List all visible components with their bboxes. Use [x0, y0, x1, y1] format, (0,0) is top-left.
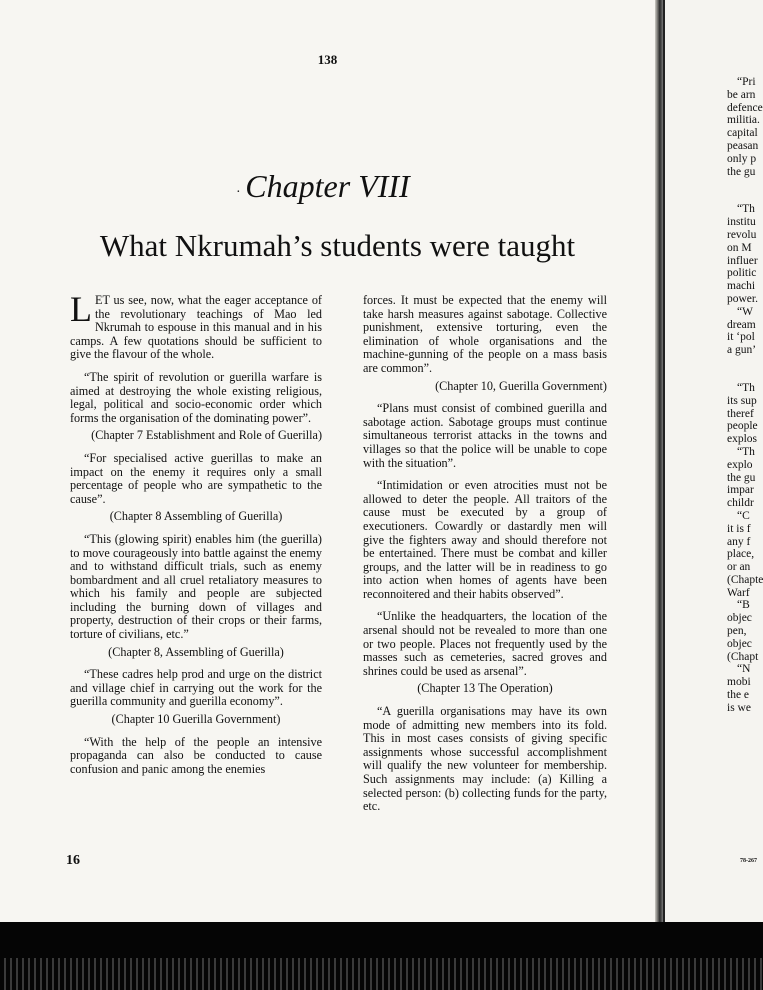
right-page-line: objec: [727, 612, 752, 625]
print-speck: ·: [236, 185, 241, 200]
right-page-line: revolu: [727, 228, 757, 241]
quote-paragraph: “A guerilla organisations may have its own mode of admitting new members into its fold. This in most cases consists of giving specific assignments whose successful accomplishment will qualify the new volunteer for membership. Such assignments may include: (a) Killing a selected person: (b) collecting funds for the party, etc.: [363, 704, 607, 814]
right-page-line: it is f: [727, 522, 751, 535]
right-page-line: the e: [727, 689, 750, 702]
right-page-line: or an: [727, 561, 751, 574]
right-page-line: impar: [727, 484, 754, 497]
right-page-line: power.: [727, 292, 758, 305]
opening-paragraph: LET us see, now, what the eager acceptance of the revolutionary teachings of Mao led Nkrumah to espouse in this manual and in his camps. A few quotations should be sufficient to give the flavour of the whole.: [70, 289, 322, 362]
quote-paragraph: “Unlike the headquarters, the location of the arsenal should not be revealed to more than one or two people. Places not frequently used by the masses such as cemeteries, sacred groves and shrines could be used as arsenal”.: [363, 609, 607, 678]
right-page-line: pen,: [727, 625, 747, 638]
right-page-line: its sup: [727, 394, 757, 407]
right-page-line: “C: [737, 509, 750, 522]
text-column-right: [363, 294, 607, 823]
right-page-line: “N: [737, 663, 751, 676]
quote-citation: (Chapter 10, Guerilla Government): [435, 378, 607, 393]
quote-citation: (Chapter 7 Establishment and Role of Guerilla): [91, 428, 322, 443]
text-column-left: [70, 289, 322, 785]
right-page-line: explos: [727, 433, 758, 446]
right-page-line: “Th: [737, 203, 755, 216]
page-title: What Nkrumah’s students were taught: [99, 228, 576, 263]
right-page-line: influer: [727, 254, 758, 267]
right-page-line: “Th: [737, 381, 755, 394]
right-page-line: only p: [727, 152, 757, 165]
right-page-line: (Chapte: [727, 573, 763, 586]
quote-citation: (Chapter 10 Guerilla Government): [111, 712, 281, 727]
right-page-line: the gu: [727, 471, 756, 484]
right-page-line: the gu: [727, 165, 756, 178]
right-page-line: on M: [727, 241, 752, 254]
quote-citation: (Chapter 8, Assembling of Guerilla): [108, 644, 284, 659]
right-page-line: is we: [727, 701, 751, 714]
right-page-line: “Pri: [737, 76, 756, 88]
right-page-line: [727, 178, 763, 203]
quote-citation: (Chapter 13 The Operation): [417, 681, 553, 696]
quote-paragraph: “This (glowing spirit) enables him (the guerilla) to move courageously into battle against the enemy and to withstand difficult trials, such as enemy bombardment and all cruel retaliatory measures to which his family and people are subjected including the burning down of villages and property, destruction of their crops or their farms, torture of civilians, etc.”: [70, 531, 322, 642]
right-page-line: politic: [727, 267, 757, 280]
quote-paragraph: “Intimidation or even atrocities must not be allowed to deter the people. All traitors of the cause must be executed by a group of executioners. Cowardly or dastardly men will give the fighters away and should therefore not be entertained. There must be combat and killer groups, and the latter will be in readiness to go into action when homes of agents have been reconnoitered and their habits observed”.: [363, 478, 607, 601]
right-page-line: defence: [727, 101, 763, 114]
right-page-line: be arn: [727, 88, 756, 101]
right-page-line: place,: [727, 548, 755, 561]
right-page-line: (Chapt: [727, 650, 759, 663]
book-gutter: [655, 0, 663, 922]
quote-paragraph: “With the help of the people an intensive propaganda can also be conducted to cause confusion and panic among the enemies: [70, 734, 322, 776]
chapter-heading: Chapter VIII: [245, 168, 410, 204]
right-page-line: dream: [727, 318, 756, 331]
right-page-line: institu: [727, 216, 756, 229]
drop-cap: L: [70, 289, 92, 329]
quote-citation: (Chapter 8 Assembling of Guerilla): [109, 509, 283, 524]
right-page-line: “B: [737, 599, 750, 612]
quote-paragraph: “The spirit of revolution or guerilla warfare is aimed at destroying the whole existing religious, legal, political and socio-economic order which forms the organisation of the dominating power”.: [70, 369, 322, 425]
right-page-line: childr: [727, 497, 754, 510]
right-page-line: “Th: [737, 445, 755, 458]
right-page-line: capital: [727, 127, 758, 140]
right-page-footnote: 78-267: [740, 858, 757, 864]
quote-paragraph: “Plans must consist of combined guerilla and sabotage action. Sabotage groups must continue simultaneous terrorist attacks in the towns and villages so that the police will be unable to cope with the situation”.: [363, 401, 607, 470]
right-page-line: any f: [727, 535, 751, 548]
right-page-line: [727, 357, 763, 382]
right-page-line: a gun’: [727, 344, 757, 357]
right-page-line: objec: [727, 637, 752, 650]
right-page-line: Warf: [727, 586, 750, 599]
right-page-line: it ‘pol: [727, 331, 755, 344]
quote-paragraph: “These cadres help prod and urge on the district and village chief in carrying out the work for the guerilla community and guerilla economy”.: [70, 667, 322, 709]
scan-border: [0, 922, 763, 990]
right-page-line: peasan: [727, 139, 759, 152]
right-page-line: people: [727, 420, 758, 433]
right-page-line: theref: [727, 407, 754, 420]
right-page-line: machi: [727, 280, 756, 293]
page-number: 138: [317, 52, 338, 67]
right-page-text-fragments: [727, 76, 763, 715]
quote-continuation: forces. It must be expected that the enemy will take harsh measures against sabotage. Collective punishment, extensive torturing, even the elimination of whole organisations and the machine-gunning of the people on a mass basis are common”.: [363, 293, 607, 375]
quote-paragraph: “For specialised active guerillas to make an impact on the enemy it requires only a small percentage of people who are sympathetic to the cause”.: [70, 450, 322, 506]
right-page-line: explo: [727, 458, 753, 471]
right-page-line: mobi: [727, 676, 751, 689]
folio-number: 16: [66, 853, 80, 868]
scan-noise: [0, 958, 763, 990]
right-page-line: “W: [737, 305, 753, 318]
right-page-line: militia.: [727, 114, 760, 127]
